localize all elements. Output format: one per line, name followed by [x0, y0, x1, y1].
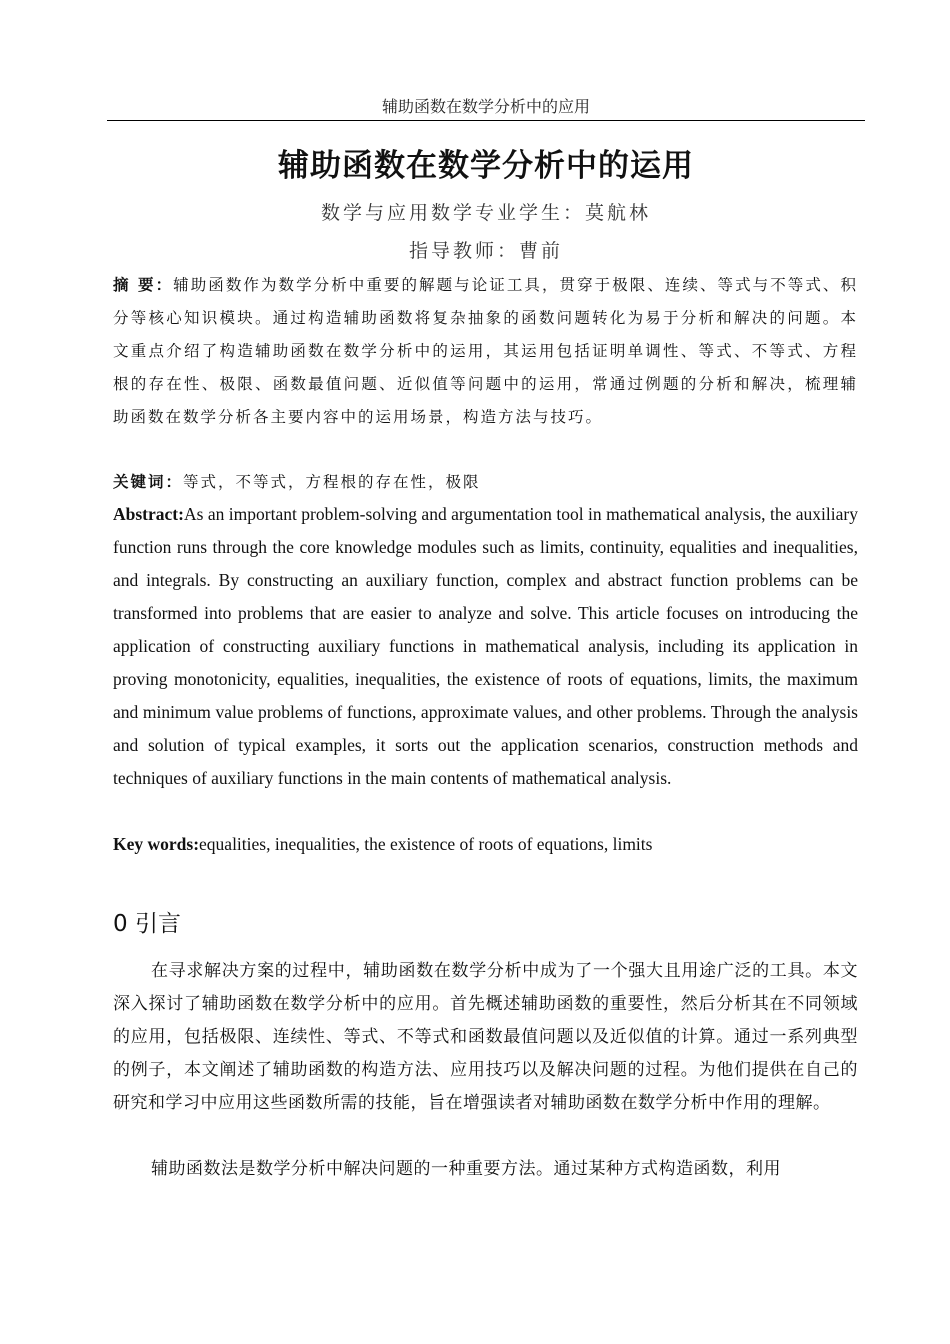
body-paragraph: 在寻求解决方案的过程中，辅助函数在数学分析中成为了一个强大且用途广泛的工具。本文深入探讨了辅助函数在数学分析中的应用。首先概述辅助函数的重要性，然后分析其在不同领域的应用，包括极限、连续性、等式、不等式和函数最值问题以及近似值的计算。通过一系列典型的例子，本文阐述了辅助函数的构造方法、应用技巧以及解决问题的过程。为他们提供在自己的研究和学习中应用这些函数所需的技能，旨在增强读者对辅助函数在数学分析中作用的理解。: [113, 961, 858, 1113]
abstract-en: [113, 498, 858, 795]
abstract-en-label: Abstract:: [113, 504, 184, 524]
advisor-line: 指导教师：曹前: [408, 240, 563, 262]
abstract-cn: [113, 268, 858, 434]
running-header: 辅助函数在数学分析中的应用: [107, 94, 865, 121]
abstract-cn-text: 辅助函数作为数学分析中重要的解题与论证工具，贯穿于极限、连续、等式与不等式、积分等核心知识模块。通过构造辅助函数将复杂抽象的函数问题转化为易于分析和解决的问题。本文重点介绍了构造辅助函数在数学分析中的运用，其运用包括证明单调性、等式、不等式、方程根的存在性、极限、函数最值问题、近似值等问题中的运用，常通过例题的分析和解决，梳理辅助函数在数学分析各主要内容中的运用场景，构造方法与技巧。: [113, 276, 858, 426]
keywords-en: [113, 828, 858, 861]
keywords-en-text: equalities, inequalities, the existence of roots of equations, limits: [199, 834, 653, 854]
abstract-en-text: As an important problem-solving and argumentation tool in mathematical analysis, the auxiliary function runs through the core knowledge modules such as limits, continuity, equalities and inequalities, and integrals. By constructing an auxiliary function, complex and abstract function problems can be transformed into problems that are easier to analyze and solve. This article focuses on introducing the application of constructing auxiliary functions in mathematical analysis, including its application in proving monotonicity, equalities, inequalities, the existence of roots of equations, limits, the maximum and minimum value problems of functions, approximate values, and other problems. Through the analysis and solution of typical examples, it sorts out the application scenarios, construction methods and techniques of auxiliary functions in the main contents of mathematical analysis.: [113, 504, 858, 788]
section-heading: 0 引言: [113, 911, 181, 937]
keywords-cn-label: 关键词：: [113, 472, 184, 491]
abstract-cn-label: 摘 要：: [113, 275, 174, 294]
body-paragraph: 辅助函数法是数学分析中解决问题的一种重要方法。通过某种方式构造函数，利用: [151, 1159, 781, 1179]
keywords-cn-text: 等式，不等式，方程根的存在性，极限: [183, 473, 481, 491]
paper-title: 辅助函数在数学分析中的运用: [278, 148, 694, 184]
author-line: 数学与应用数学专业学生：莫航林: [320, 202, 651, 224]
keywords-cn: [113, 465, 858, 499]
keywords-en-label: Key words:: [113, 834, 200, 854]
